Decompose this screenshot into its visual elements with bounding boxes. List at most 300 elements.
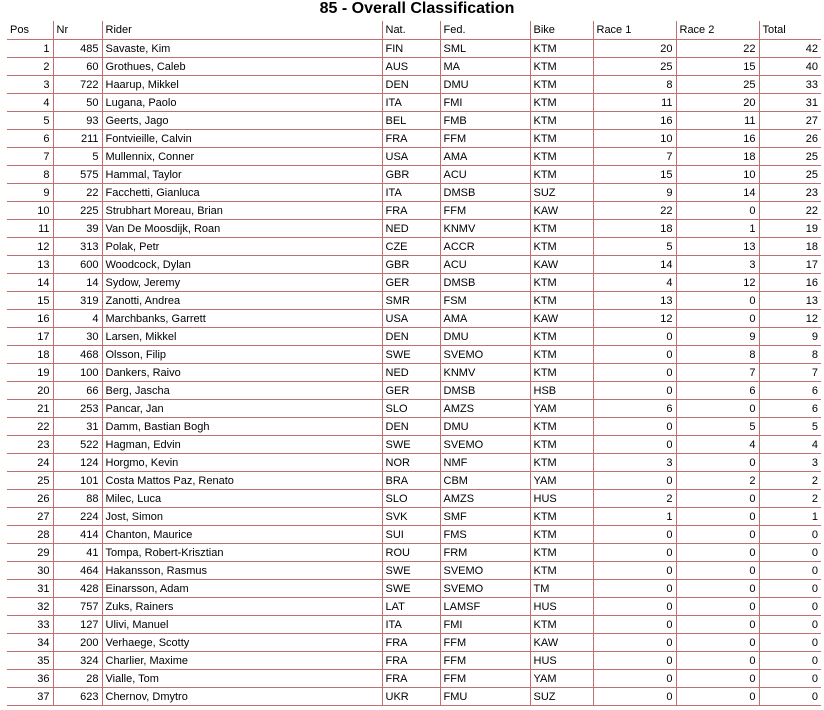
cell-nat: SUI xyxy=(382,526,440,544)
cell-pos: 5 xyxy=(7,112,53,130)
cell-pos: 21 xyxy=(7,400,53,418)
cell-fed: FSM xyxy=(440,292,530,310)
cell-total: 4 xyxy=(759,436,821,454)
cell-pos: 18 xyxy=(7,346,53,364)
cell-rider: Geerts, Jago xyxy=(102,112,382,130)
cell-nr: 623 xyxy=(53,688,102,706)
cell-bike: KTM xyxy=(530,454,593,472)
table-row xyxy=(7,580,821,598)
cell-total: 42 xyxy=(759,40,821,58)
cell-nat: SLO xyxy=(382,400,440,418)
cell-nr: 5 xyxy=(53,148,102,166)
cell-bike: KTM xyxy=(530,112,593,130)
cell-race2: 14 xyxy=(676,184,759,202)
cell-pos: 27 xyxy=(7,508,53,526)
cell-fed: CBM xyxy=(440,472,530,490)
cell-race2: 6 xyxy=(676,382,759,400)
cell-fed: SVEMO xyxy=(440,580,530,598)
cell-race2: 0 xyxy=(676,526,759,544)
cell-nr: 66 xyxy=(53,382,102,400)
cell-total: 5 xyxy=(759,418,821,436)
cell-pos: 20 xyxy=(7,382,53,400)
cell-total: 0 xyxy=(759,634,821,652)
cell-nat: USA xyxy=(382,148,440,166)
cell-fed: KNMV xyxy=(440,364,530,382)
table-row xyxy=(7,454,821,472)
cell-pos: 10 xyxy=(7,202,53,220)
cell-total: 1 xyxy=(759,508,821,526)
cell-nat: NOR xyxy=(382,454,440,472)
cell-pos: 11 xyxy=(7,220,53,238)
table-row xyxy=(7,346,821,364)
cell-race1: 13 xyxy=(593,292,676,310)
cell-rider: Berg, Jascha xyxy=(102,382,382,400)
cell-pos: 19 xyxy=(7,364,53,382)
cell-nat: DEN xyxy=(382,76,440,94)
cell-race1: 4 xyxy=(593,274,676,292)
cell-race1: 3 xyxy=(593,454,676,472)
cell-race1: 0 xyxy=(593,436,676,454)
table-row xyxy=(7,76,821,94)
cell-fed: DMSB xyxy=(440,274,530,292)
cell-rider: Woodcock, Dylan xyxy=(102,256,382,274)
cell-total: 25 xyxy=(759,166,821,184)
col-header-bike: Bike xyxy=(530,21,593,40)
cell-nat: CZE xyxy=(382,238,440,256)
cell-race2: 18 xyxy=(676,148,759,166)
cell-fed: NMF xyxy=(440,454,530,472)
cell-pos: 25 xyxy=(7,472,53,490)
cell-race1: 22 xyxy=(593,202,676,220)
cell-bike: YAM xyxy=(530,400,593,418)
cell-fed: DMSB xyxy=(440,184,530,202)
cell-total: 13 xyxy=(759,292,821,310)
cell-bike: KTM xyxy=(530,130,593,148)
cell-race2: 0 xyxy=(676,652,759,670)
cell-bike: KTM xyxy=(530,238,593,256)
cell-nr: 575 xyxy=(53,166,102,184)
cell-pos: 9 xyxy=(7,184,53,202)
cell-total: 0 xyxy=(759,688,821,706)
cell-total: 9 xyxy=(759,328,821,346)
cell-nr: 28 xyxy=(53,670,102,688)
cell-pos: 8 xyxy=(7,166,53,184)
cell-bike: KTM xyxy=(530,148,593,166)
cell-race2: 0 xyxy=(676,670,759,688)
col-header-nr: Nr xyxy=(53,21,102,40)
table-row xyxy=(7,508,821,526)
cell-race1: 5 xyxy=(593,238,676,256)
cell-bike: TM xyxy=(530,580,593,598)
cell-race1: 12 xyxy=(593,310,676,328)
cell-race2: 0 xyxy=(676,292,759,310)
cell-nat: SMR xyxy=(382,292,440,310)
cell-nat: SVK xyxy=(382,508,440,526)
table-row xyxy=(7,310,821,328)
cell-nr: 722 xyxy=(53,76,102,94)
cell-fed: DMU xyxy=(440,328,530,346)
cell-nat: ITA xyxy=(382,616,440,634)
cell-fed: FMB xyxy=(440,112,530,130)
cell-race1: 0 xyxy=(593,670,676,688)
cell-rider: Einarsson, Adam xyxy=(102,580,382,598)
cell-rider: Jost, Simon xyxy=(102,508,382,526)
cell-nr: 319 xyxy=(53,292,102,310)
cell-race1: 0 xyxy=(593,652,676,670)
cell-race2: 0 xyxy=(676,544,759,562)
cell-nr: 428 xyxy=(53,580,102,598)
cell-total: 8 xyxy=(759,346,821,364)
cell-nr: 93 xyxy=(53,112,102,130)
cell-rider: Hammal, Taylor xyxy=(102,166,382,184)
cell-fed: AMZS xyxy=(440,400,530,418)
col-header-race1: Race 1 xyxy=(593,21,676,40)
cell-rider: Zuks, Rainers xyxy=(102,598,382,616)
cell-bike: KTM xyxy=(530,436,593,454)
cell-race2: 1 xyxy=(676,220,759,238)
cell-race1: 20 xyxy=(593,40,676,58)
cell-race2: 10 xyxy=(676,166,759,184)
cell-race2: 9 xyxy=(676,328,759,346)
cell-fed: FMI xyxy=(440,616,530,634)
cell-rider: Strubhart Moreau, Brian xyxy=(102,202,382,220)
cell-bike: KTM xyxy=(530,544,593,562)
cell-fed: AMA xyxy=(440,310,530,328)
cell-nr: 39 xyxy=(53,220,102,238)
cell-pos: 33 xyxy=(7,616,53,634)
cell-rider: Tompa, Robert-Krisztian xyxy=(102,544,382,562)
cell-nat: SLO xyxy=(382,490,440,508)
cell-nat: FIN xyxy=(382,40,440,58)
cell-nat: SWE xyxy=(382,562,440,580)
cell-race1: 18 xyxy=(593,220,676,238)
cell-total: 27 xyxy=(759,112,821,130)
cell-fed: FMI xyxy=(440,94,530,112)
cell-total: 40 xyxy=(759,58,821,76)
cell-race1: 0 xyxy=(593,598,676,616)
cell-race1: 0 xyxy=(593,634,676,652)
cell-nr: 127 xyxy=(53,616,102,634)
cell-rider: Grothues, Caleb xyxy=(102,58,382,76)
col-header-rider: Rider xyxy=(102,21,382,40)
cell-race1: 9 xyxy=(593,184,676,202)
cell-nat: FRA xyxy=(382,634,440,652)
cell-total: 23 xyxy=(759,184,821,202)
cell-total: 7 xyxy=(759,364,821,382)
cell-fed: AMA xyxy=(440,148,530,166)
cell-pos: 31 xyxy=(7,580,53,598)
cell-bike: SUZ xyxy=(530,688,593,706)
cell-pos: 13 xyxy=(7,256,53,274)
cell-rider: Facchetti, Gianluca xyxy=(102,184,382,202)
cell-nat: ROU xyxy=(382,544,440,562)
cell-race2: 7 xyxy=(676,364,759,382)
cell-race2: 0 xyxy=(676,202,759,220)
cell-bike: KTM xyxy=(530,292,593,310)
cell-rider: Hagman, Edvin xyxy=(102,436,382,454)
cell-pos: 37 xyxy=(7,688,53,706)
cell-nat: GBR xyxy=(382,256,440,274)
cell-fed: FFM xyxy=(440,202,530,220)
cell-race1: 25 xyxy=(593,58,676,76)
table-row xyxy=(7,382,821,400)
cell-pos: 7 xyxy=(7,148,53,166)
cell-race2: 15 xyxy=(676,58,759,76)
cell-race1: 0 xyxy=(593,616,676,634)
cell-rider: Lugana, Paolo xyxy=(102,94,382,112)
cell-bike: SUZ xyxy=(530,184,593,202)
col-header-nat: Nat. xyxy=(382,21,440,40)
cell-nat: SWE xyxy=(382,346,440,364)
cell-total: 31 xyxy=(759,94,821,112)
cell-race1: 16 xyxy=(593,112,676,130)
cell-rider: Larsen, Mikkel xyxy=(102,328,382,346)
col-header-pos: Pos xyxy=(7,21,53,40)
page-title: 85 - Overall Classification xyxy=(319,0,515,17)
cell-total: 26 xyxy=(759,130,821,148)
cell-total: 0 xyxy=(759,562,821,580)
cell-total: 0 xyxy=(759,616,821,634)
cell-total: 3 xyxy=(759,454,821,472)
cell-fed: AMZS xyxy=(440,490,530,508)
cell-bike: KTM xyxy=(530,220,593,238)
cell-pos: 30 xyxy=(7,562,53,580)
cell-race2: 0 xyxy=(676,598,759,616)
cell-bike: HSB xyxy=(530,382,593,400)
cell-rider: Fontvieille, Calvin xyxy=(102,130,382,148)
cell-fed: FMS xyxy=(440,526,530,544)
cell-total: 17 xyxy=(759,256,821,274)
table-row xyxy=(7,202,821,220)
cell-race2: 0 xyxy=(676,400,759,418)
cell-rider: Hakansson, Rasmus xyxy=(102,562,382,580)
cell-nat: FRA xyxy=(382,130,440,148)
cell-pos: 34 xyxy=(7,634,53,652)
cell-pos: 32 xyxy=(7,598,53,616)
cell-rider: Verhaege, Scotty xyxy=(102,634,382,652)
cell-nr: 468 xyxy=(53,346,102,364)
cell-rider: Damm, Bastian Bogh xyxy=(102,418,382,436)
cell-race1: 0 xyxy=(593,382,676,400)
cell-nr: 224 xyxy=(53,508,102,526)
cell-nat: ITA xyxy=(382,184,440,202)
cell-nr: 100 xyxy=(53,364,102,382)
cell-fed: FFM xyxy=(440,652,530,670)
cell-nr: 757 xyxy=(53,598,102,616)
cell-rider: Polak, Petr xyxy=(102,238,382,256)
table-row xyxy=(7,400,821,418)
cell-pos: 15 xyxy=(7,292,53,310)
cell-race1: 0 xyxy=(593,688,676,706)
cell-fed: DMU xyxy=(440,418,530,436)
cell-race2: 3 xyxy=(676,256,759,274)
cell-bike: KTM xyxy=(530,58,593,76)
table-row xyxy=(7,364,821,382)
cell-nat: DEN xyxy=(382,418,440,436)
cell-race1: 11 xyxy=(593,94,676,112)
cell-bike: KTM xyxy=(530,526,593,544)
cell-nat: NED xyxy=(382,364,440,382)
cell-pos: 24 xyxy=(7,454,53,472)
table-row xyxy=(7,184,821,202)
cell-rider: Charlier, Maxime xyxy=(102,652,382,670)
cell-race1: 0 xyxy=(593,346,676,364)
cell-bike: KTM xyxy=(530,274,593,292)
cell-nr: 414 xyxy=(53,526,102,544)
cell-pos: 23 xyxy=(7,436,53,454)
cell-rider: Ulivi, Manuel xyxy=(102,616,382,634)
cell-nr: 31 xyxy=(53,418,102,436)
cell-fed: FMU xyxy=(440,688,530,706)
cell-rider: Milec, Luca xyxy=(102,490,382,508)
cell-fed: ACCR xyxy=(440,238,530,256)
cell-fed: MA xyxy=(440,58,530,76)
cell-race1: 6 xyxy=(593,400,676,418)
cell-race2: 16 xyxy=(676,130,759,148)
table-row xyxy=(7,544,821,562)
cell-nat: FRA xyxy=(382,202,440,220)
cell-race1: 0 xyxy=(593,544,676,562)
cell-race1: 8 xyxy=(593,76,676,94)
cell-nat: BEL xyxy=(382,112,440,130)
cell-nr: 313 xyxy=(53,238,102,256)
cell-nat: AUS xyxy=(382,58,440,76)
cell-total: 0 xyxy=(759,652,821,670)
cell-nat: ITA xyxy=(382,94,440,112)
cell-nr: 485 xyxy=(53,40,102,58)
cell-fed: DMU xyxy=(440,76,530,94)
table-row xyxy=(7,688,821,706)
table-row xyxy=(7,436,821,454)
cell-pos: 35 xyxy=(7,652,53,670)
cell-bike: KAW xyxy=(530,634,593,652)
classification-table xyxy=(7,21,821,706)
table-row xyxy=(7,598,821,616)
cell-race2: 8 xyxy=(676,346,759,364)
cell-pos: 14 xyxy=(7,274,53,292)
cell-nat: LAT xyxy=(382,598,440,616)
cell-race2: 0 xyxy=(676,508,759,526)
cell-pos: 36 xyxy=(7,670,53,688)
table-body xyxy=(7,40,821,706)
cell-pos: 2 xyxy=(7,58,53,76)
cell-nr: 464 xyxy=(53,562,102,580)
cell-nr: 60 xyxy=(53,58,102,76)
cell-total: 0 xyxy=(759,526,821,544)
cell-race2: 0 xyxy=(676,580,759,598)
cell-fed: SML xyxy=(440,40,530,58)
cell-nr: 22 xyxy=(53,184,102,202)
cell-nr: 101 xyxy=(53,472,102,490)
cell-bike: KTM xyxy=(530,76,593,94)
table-row xyxy=(7,166,821,184)
table-row xyxy=(7,238,821,256)
cell-bike: KTM xyxy=(530,418,593,436)
cell-fed: FFM xyxy=(440,670,530,688)
cell-nat: NED xyxy=(382,220,440,238)
cell-total: 2 xyxy=(759,490,821,508)
table-row xyxy=(7,634,821,652)
cell-fed: ACU xyxy=(440,256,530,274)
cell-rider: Chanton, Maurice xyxy=(102,526,382,544)
cell-pos: 17 xyxy=(7,328,53,346)
cell-fed: FFM xyxy=(440,130,530,148)
table-row xyxy=(7,328,821,346)
cell-race1: 0 xyxy=(593,580,676,598)
col-header-race2: Race 2 xyxy=(676,21,759,40)
cell-rider: Chernov, Dmytro xyxy=(102,688,382,706)
cell-fed: SVEMO xyxy=(440,346,530,364)
cell-rider: Olsson, Filip xyxy=(102,346,382,364)
table-row xyxy=(7,418,821,436)
table-row xyxy=(7,112,821,130)
cell-nat: FRA xyxy=(382,670,440,688)
cell-nr: 600 xyxy=(53,256,102,274)
cell-total: 12 xyxy=(759,310,821,328)
cell-fed: SVEMO xyxy=(440,436,530,454)
cell-bike: HUS xyxy=(530,598,593,616)
table-row xyxy=(7,220,821,238)
col-header-fed: Fed. xyxy=(440,21,530,40)
cell-fed: FFM xyxy=(440,634,530,652)
cell-total: 6 xyxy=(759,382,821,400)
cell-bike: YAM xyxy=(530,472,593,490)
cell-bike: KTM xyxy=(530,40,593,58)
cell-total: 18 xyxy=(759,238,821,256)
cell-nat: USA xyxy=(382,310,440,328)
cell-fed: SMF xyxy=(440,508,530,526)
cell-race2: 25 xyxy=(676,76,759,94)
cell-rider: Dankers, Raivo xyxy=(102,364,382,382)
table-row xyxy=(7,562,821,580)
cell-race2: 4 xyxy=(676,436,759,454)
cell-nat: UKR xyxy=(382,688,440,706)
cell-nat: BRA xyxy=(382,472,440,490)
cell-fed: DMSB xyxy=(440,382,530,400)
cell-rider: Savaste, Kim xyxy=(102,40,382,58)
table-row xyxy=(7,472,821,490)
cell-nr: 124 xyxy=(53,454,102,472)
table-row xyxy=(7,274,821,292)
cell-bike: KTM xyxy=(530,346,593,364)
cell-race2: 22 xyxy=(676,40,759,58)
cell-race2: 0 xyxy=(676,310,759,328)
cell-pos: 22 xyxy=(7,418,53,436)
cell-race2: 0 xyxy=(676,688,759,706)
table-row xyxy=(7,490,821,508)
cell-bike: HUS xyxy=(530,490,593,508)
cell-total: 0 xyxy=(759,580,821,598)
cell-race2: 0 xyxy=(676,454,759,472)
cell-total: 2 xyxy=(759,472,821,490)
cell-nat: GBR xyxy=(382,166,440,184)
cell-pos: 12 xyxy=(7,238,53,256)
col-header-total: Total xyxy=(759,21,821,40)
cell-bike: KTM xyxy=(530,166,593,184)
cell-bike: YAM xyxy=(530,670,593,688)
cell-race1: 14 xyxy=(593,256,676,274)
table-row xyxy=(7,652,821,670)
cell-fed: KNMV xyxy=(440,220,530,238)
cell-nat: FRA xyxy=(382,652,440,670)
cell-race2: 0 xyxy=(676,634,759,652)
cell-nr: 50 xyxy=(53,94,102,112)
cell-total: 16 xyxy=(759,274,821,292)
cell-bike: KTM xyxy=(530,94,593,112)
cell-nr: 211 xyxy=(53,130,102,148)
cell-nat: DEN xyxy=(382,328,440,346)
cell-nr: 88 xyxy=(53,490,102,508)
